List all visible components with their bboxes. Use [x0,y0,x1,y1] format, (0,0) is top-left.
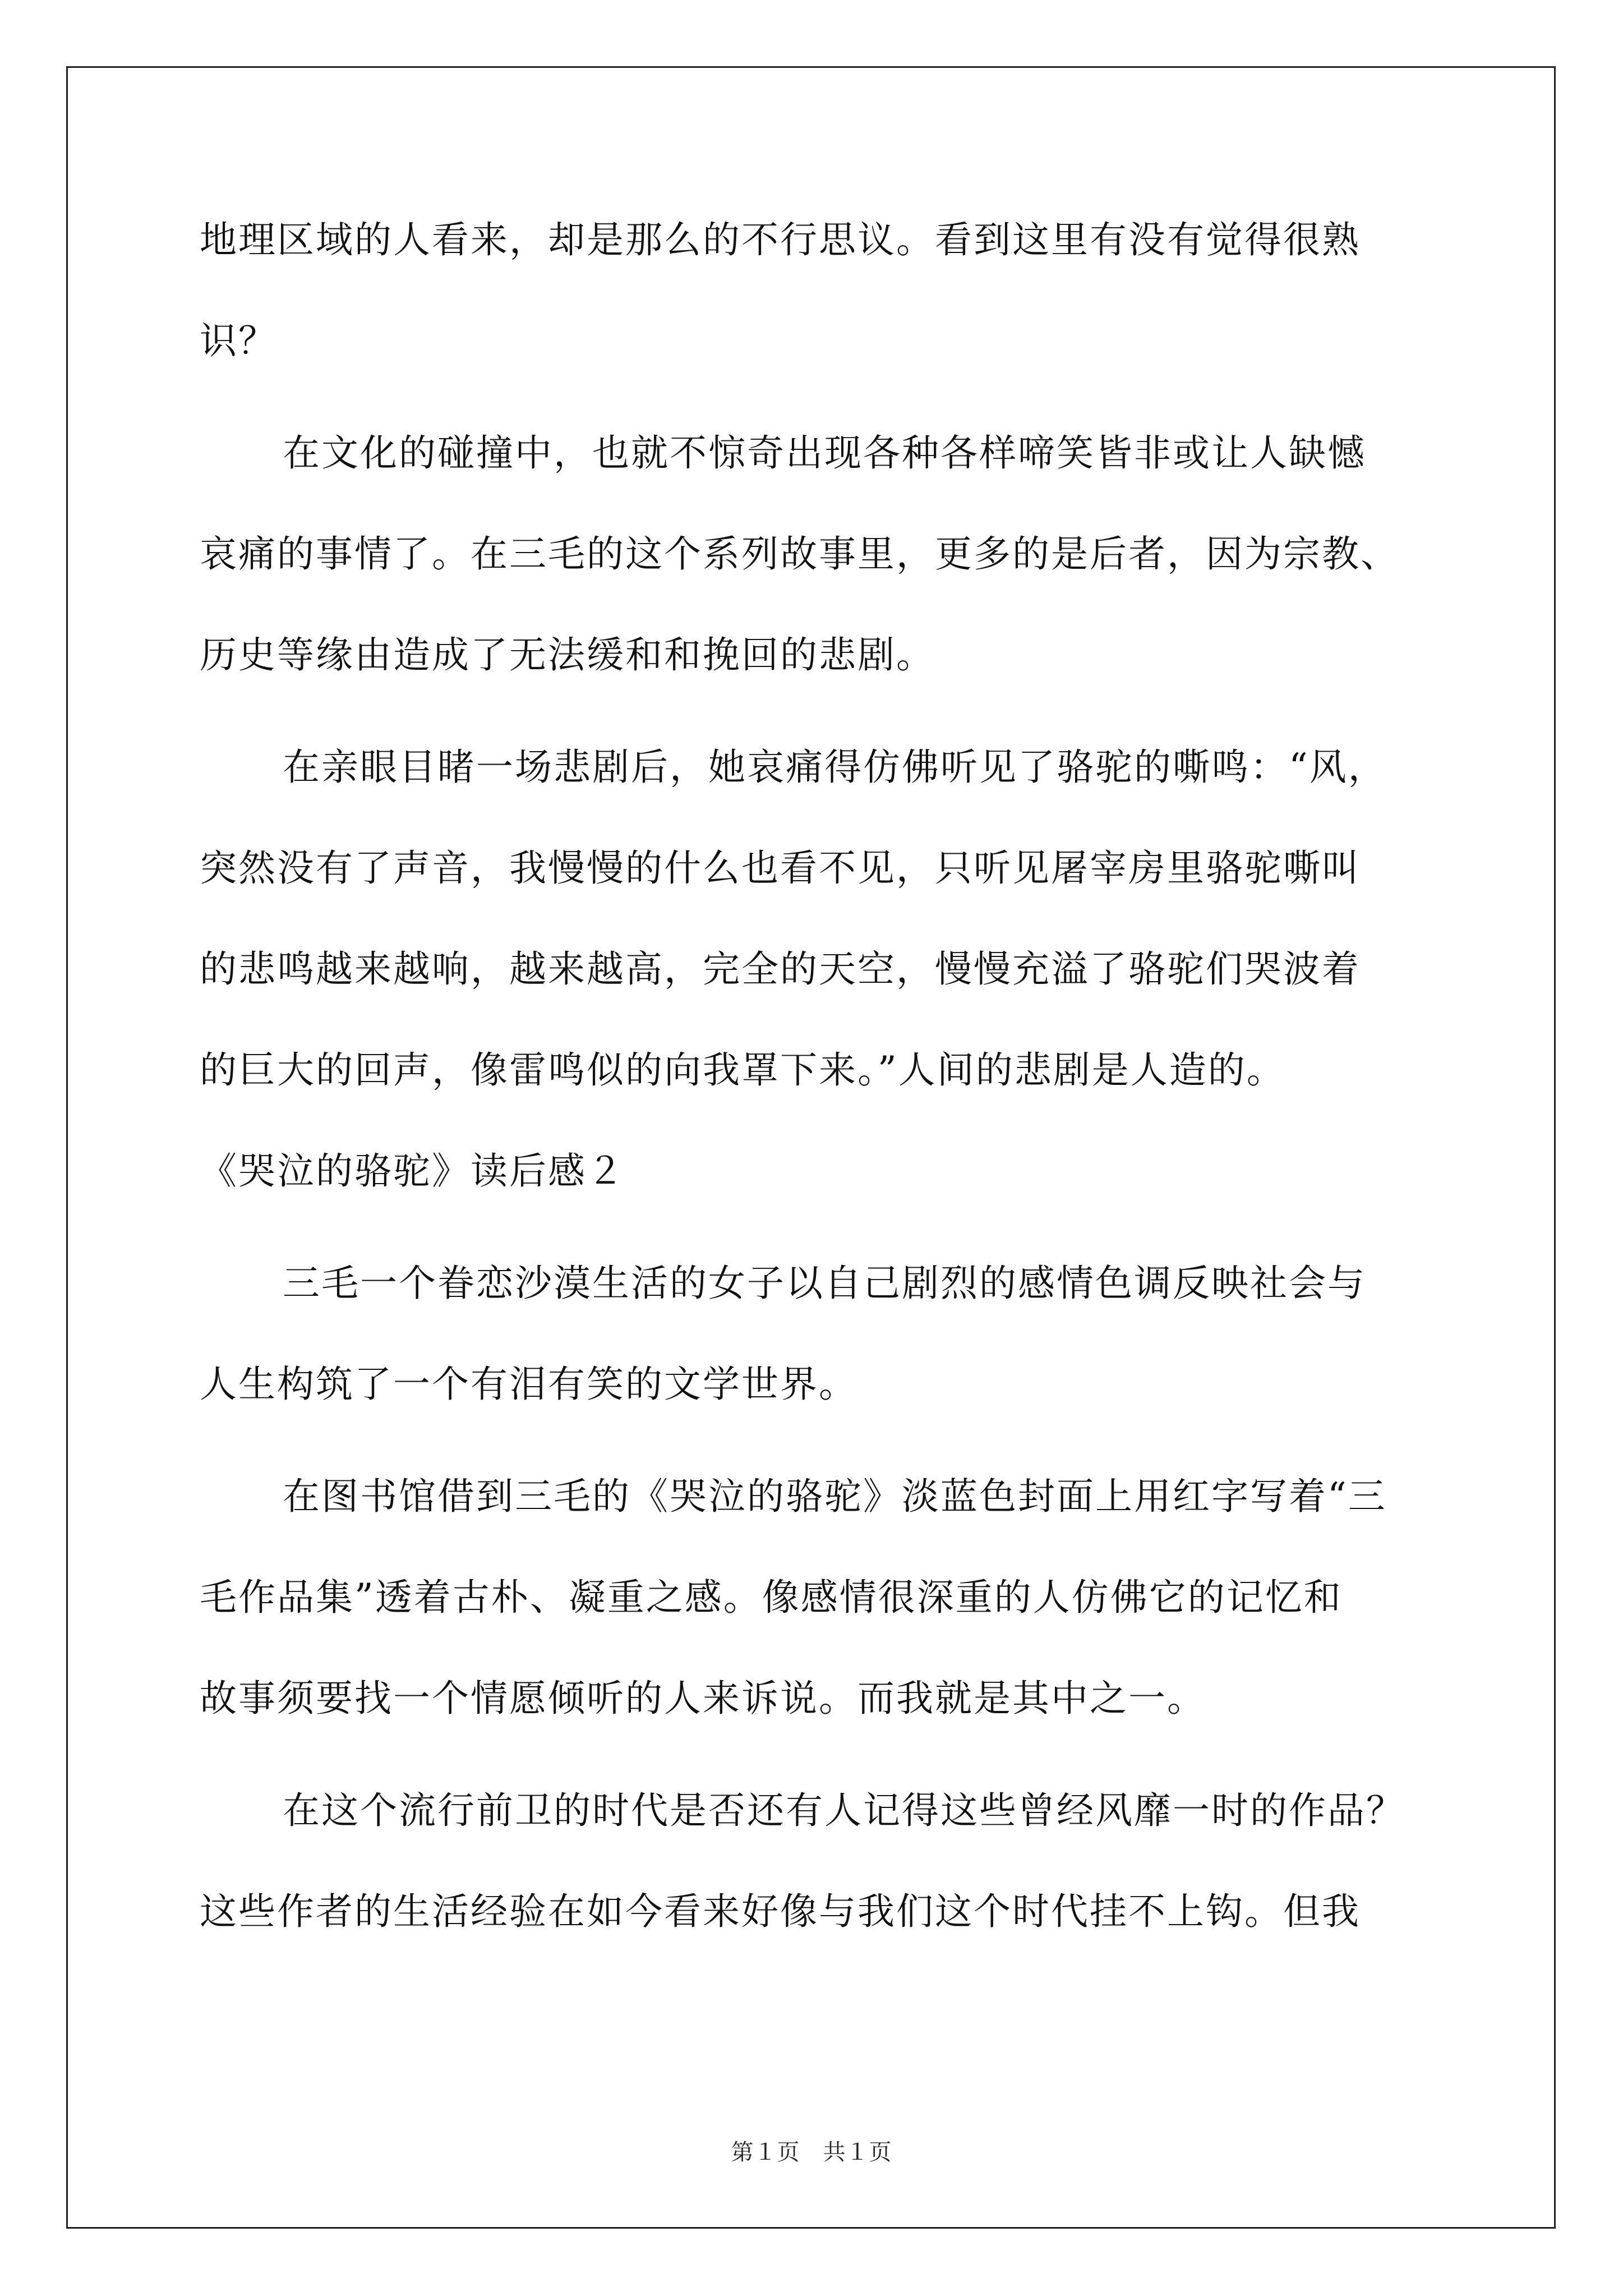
paragraph-start: 在文化的碰撞中，也就不惊奇出现各种各样啼笑皆非或让人缺憾 [283,431,1366,475]
text-line-1: 地理区域的人看来，却是那么的不行思议。看到这里有没有觉得很熟 [200,218,1361,261]
paragraph-start: 在亲眼目睹一场悲剧后，她哀痛得仿佛听见了骆驼的嘶鸣：“风， [283,746,1387,789]
text-line-7: 突然没有了声音，我慢慢的什么也看不见，只听见屠宰房里骆驼嘶叫 [200,846,1361,890]
text-line-9: 的巨大的回声，像雷鸣似的向我罩下来。”人间的悲剧是人造的。 [200,1048,1285,1092]
text-line-17: 这些作者的生活经验在如今看来好像与我们这个时代挂不上钩。但我 [200,1890,1361,1933]
page-footer: 第１页 共１页 [731,2139,892,2165]
paragraph-start: 在图书馆借到三毛的《哭泣的骆驼》淡蓝色封面上用红字写着“三 [283,1475,1387,1518]
paragraph-start: 三毛一个眷恋沙漠生活的女子以自己剧烈的感情色调反映社会与 [283,1262,1366,1305]
text-line-15: 故事须要找一个情愿倾听的人来诉说。而我就是其中之一。 [200,1677,1206,1720]
paragraph-start: 在这个流行前卫的时代是否还有人记得这些曾经风靡一时的作品？ [283,1789,1405,1832]
section-heading: 《哭泣的骆驼》读后感２ [200,1149,625,1193]
text-line-4: 哀痛的事情了。在三毛的这个系列故事里，更多的是后者，因为宗教、 [200,532,1399,576]
text-line-8: 的悲鸣越来越响，越来越高，完全的天空，慢慢充溢了骆驼们哭波着 [200,947,1361,991]
text-line-2: 识？ [200,319,277,362]
text-line-12: 人生构筑了一个有泪有笑的文学世界。 [200,1363,857,1406]
text-line-5: 历史等缘由造成了无法缓和和挽回的悲剧。 [200,633,935,677]
text-line-14: 毛作品集”透着古朴、凝重之感。像感情很深重的人仿佛它的记忆和 [200,1576,1343,1619]
